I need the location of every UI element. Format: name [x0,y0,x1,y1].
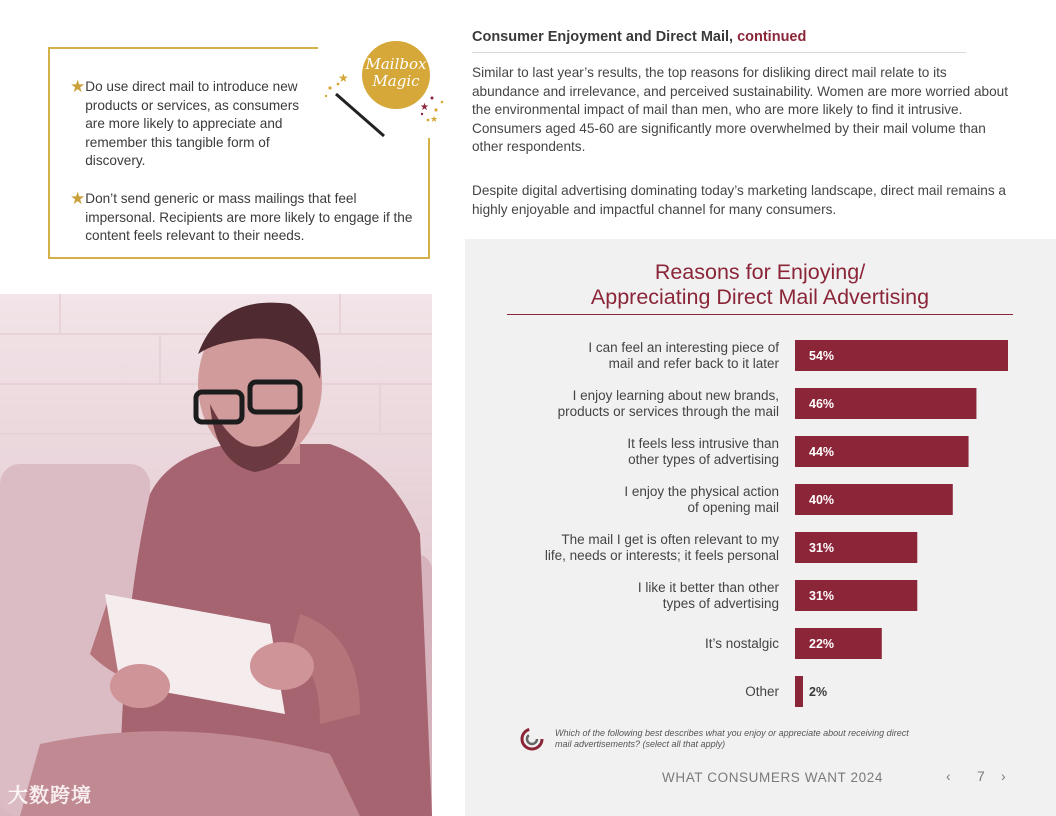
category-label: It’s nostalgic [704,636,779,651]
survey-logo-icon [519,726,545,752]
footer-report-title: WHAT CONSUMERS WANT 2024 [662,770,883,785]
badge-line1: Mailbox [365,55,427,73]
category-label: I like it better than other [637,580,779,595]
category-label: It feels less intrusive than [627,436,779,451]
section-heading-main: Consumer Enjoyment and Direct Mail, [472,29,738,45]
category-label: The mail I get is often relevant to my [561,532,779,547]
category-label: types of advertising [662,596,779,611]
bar-value-label: 46% [809,397,835,411]
section-heading-accent: continued [737,29,807,45]
prev-page-button[interactable]: ‹ [946,768,951,784]
watermark: 大数跨境 [8,785,92,807]
svg-text:★: ★ [338,71,349,85]
bar-value-label: 31% [809,589,835,603]
photo-illustration [0,294,432,816]
bar-value-label: 2% [809,685,828,699]
bar [795,676,803,707]
category-label: I enjoy the physical action [624,484,779,499]
category-label: products or services through the mail [557,404,779,419]
chart-title-line1: Reasons for Enjoying/ [654,260,866,284]
man-reading-mail-photo [0,294,432,816]
svg-text:★: ★ [430,115,439,125]
badge-line2: Magic [372,72,420,90]
star-icon: ★ [70,189,86,208]
body-paragraph: Despite digital advertising dominating today’s marketing landscape, direct mail remains a highly enjoyable and impactful channel for many consumers. [472,183,1006,217]
heading-divider [472,52,966,53]
bar-value-label: 40% [809,493,835,507]
svg-text:★: ★ [420,102,429,113]
tip-text: Don’t send generic or mass mailings that feel impersonal. Recipients are more likely to engage if the content feels relevant to their needs. [85,191,413,244]
bar-value-label: 31% [809,541,835,555]
category-label: I enjoy learning about new brands, [572,388,779,403]
mailbox-magic-badge [318,38,450,138]
badge-circle [362,41,430,109]
bar-value-label: 44% [809,445,835,459]
category-label: of opening mail [687,500,779,515]
body-paragraph: Similar to last year’s results, the top reasons for disliking direct mail relate to its abundance and irrelevance, and perceived sustainability. Women are more worried about the environmental impact of mail than men, who are more likely to find it intrusive. Consumers aged 45-60 are significantly more overwhelmed by their mail volume than other respondents. [472,65,1009,155]
section-heading [472,29,806,45]
chart-title-line2: Appreciating Direct Mail Advertising [590,284,930,309]
tip-text: Do use direct mail to introduce new products or services, as consumers are more likely to appreciate and remember this tangible form of discovery. [85,79,300,169]
tip-item [70,190,422,246]
category-label: Other [745,684,779,699]
category-label: mail and refer back to it later [608,356,779,371]
survey-question-footnote: Which of the following best describes what you enjoy or appreciate about receiving direct mail advertisements? (select all that apply) [555,728,909,749]
star-icon: ★ [70,77,86,96]
category-label: I can feel an interesting piece of [588,340,779,355]
bar-value-label: 22% [809,637,835,651]
next-page-button[interactable]: › [1001,768,1006,784]
chart-panel [465,239,1056,816]
tip-item [70,78,310,171]
bar-chart [465,239,1056,719]
bar-value-label: 54% [809,349,835,363]
category-label: life, needs or interests; it feels personal [544,548,779,563]
page-number: 7 [977,768,985,784]
category-label: other types of advertising [628,452,779,467]
